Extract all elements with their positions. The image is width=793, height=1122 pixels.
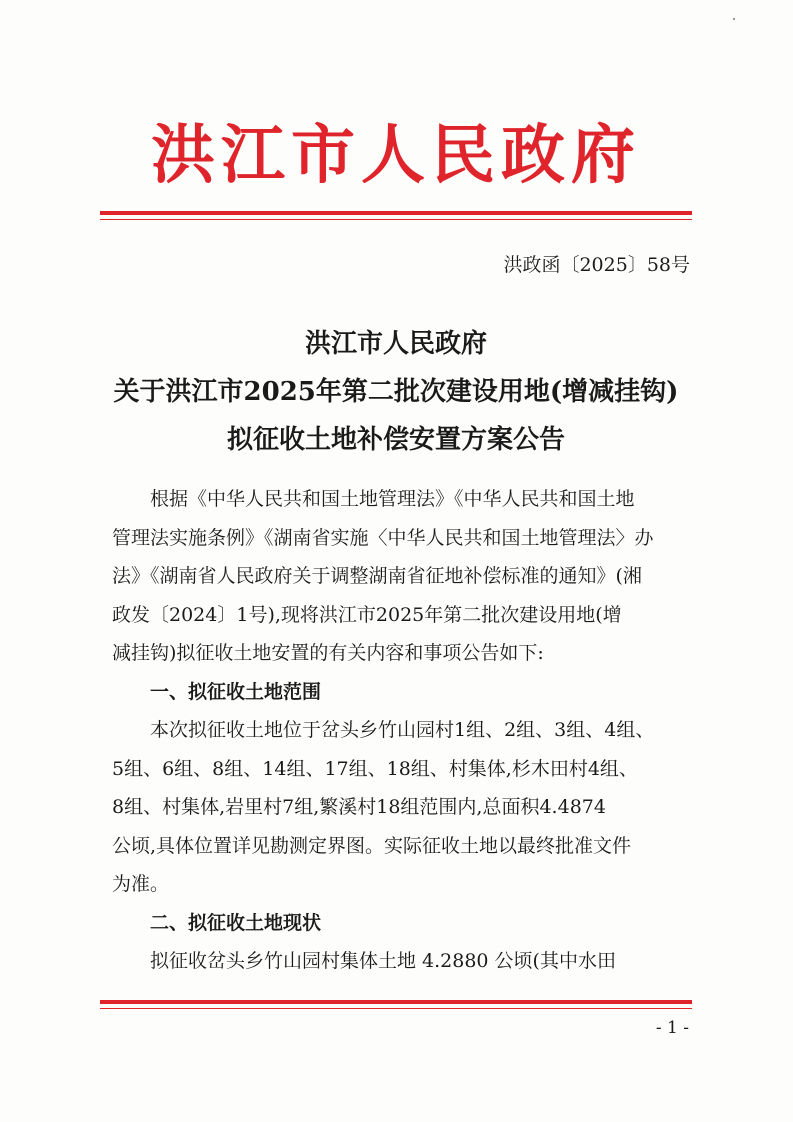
intro-paragraph xyxy=(112,480,690,673)
text-line: 管理法实施条例》《湖南省实施〈中华人民共和国土地管理法〉办 xyxy=(112,526,654,549)
document-number: 洪政函〔2025〕58号 xyxy=(503,254,690,276)
text-line: 政发〔2024〕1号),现将洪江市2025年第二批次建设用地(增 xyxy=(112,603,622,626)
document-title xyxy=(100,320,692,464)
text-line: 公顷,具体位置详见勘测定界图。实际征收土地以最终批准文件 xyxy=(112,834,632,857)
masthead-rule-thin xyxy=(100,219,692,220)
text-line: 拟征收岔头乡竹山园村集体土地 4.2880 公顷(其中水田 xyxy=(150,950,616,972)
text-line: 减挂钩)拟征收土地安置的有关内容和事项公告如下: xyxy=(112,642,544,664)
title-line-2: 关于洪江市2025年第二批次建设用地(增减挂钩) xyxy=(113,377,679,407)
masthead-rule-thick xyxy=(100,211,692,215)
title-line-3: 拟征收土地补偿安置方案公告 xyxy=(226,425,565,455)
scan-speck xyxy=(733,18,735,20)
text-line: 8组、村集体,岩里村7组,繁溪村18组范围内,总面积4.4874 xyxy=(112,796,606,818)
section2-paragraph xyxy=(112,942,690,981)
title-line-1: 洪江市人民政府 xyxy=(304,329,487,359)
section-heading: 二、拟征收土地现状 xyxy=(150,911,322,934)
text-line: 为准。 xyxy=(112,873,170,895)
footer-rule-thin xyxy=(100,1008,692,1009)
text-line: 本次拟征收土地位于岔头乡竹山园村1组、2组、3组、4组、 xyxy=(150,719,655,741)
text-line: 根据《中华人民共和国土地管理法》《中华人民共和国土地 xyxy=(150,488,635,510)
body-text xyxy=(112,480,690,981)
masthead: 洪江市人民政府 xyxy=(151,118,641,193)
text-line: 法》《湖南省人民政府关于调整湖南省征地补偿标准的通知》(湘 xyxy=(112,565,642,587)
page-number: - 1 - xyxy=(655,1018,689,1038)
text-line: 5组、6组、8组、14组、17组、18组、村集体,杉木田村4组、 xyxy=(112,757,638,780)
footer-rule-thick xyxy=(100,1000,692,1004)
section-heading: 一、拟征收土地范围 xyxy=(150,680,322,703)
section1-paragraph xyxy=(112,711,690,904)
